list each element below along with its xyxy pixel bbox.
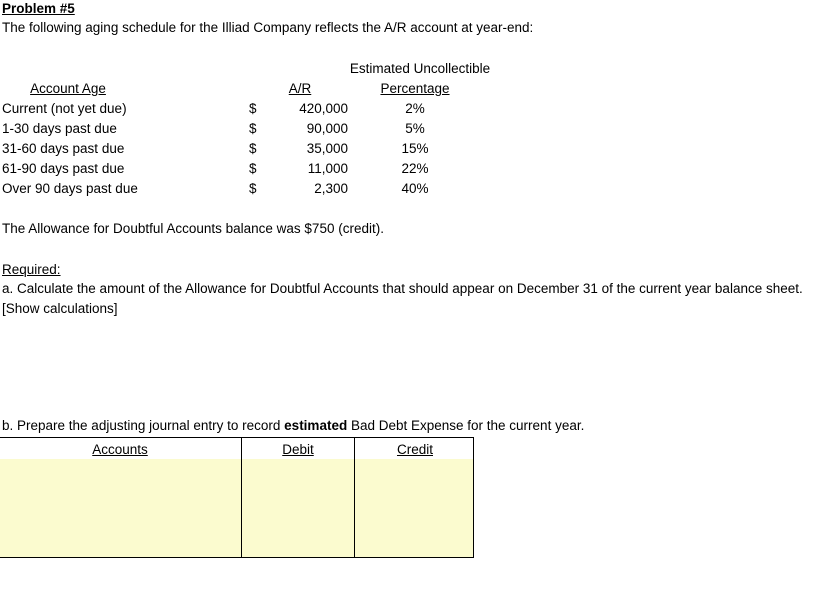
row-dollar: $ bbox=[249, 101, 257, 116]
debit-column-header: Debit bbox=[282, 442, 314, 457]
part-a-question: a. Calculate the amount of the Allowance for Doubtful Accounts that should appear on December 31 of the current year balance sheet. bbox=[2, 281, 803, 296]
allowance-note: The Allowance for Doubtful Accounts balance was $750 (credit). bbox=[2, 221, 384, 236]
row-age: 31-60 days past due bbox=[2, 141, 125, 156]
table-right-border bbox=[473, 437, 474, 558]
row-dollar: $ bbox=[249, 181, 257, 196]
part-b-emphasis: estimated bbox=[284, 418, 348, 433]
row-pct: 40% bbox=[401, 181, 429, 196]
debit-input-cell[interactable] bbox=[242, 459, 354, 557]
row-pct: 2% bbox=[405, 101, 425, 116]
row-dollar: $ bbox=[249, 141, 257, 156]
row-dollar: $ bbox=[249, 121, 257, 136]
row-age: 1-30 days past due bbox=[2, 121, 117, 136]
accounts-input-cell[interactable] bbox=[0, 459, 241, 557]
estimated-uncollectible-header: Estimated Uncollectible bbox=[349, 61, 491, 76]
credit-input-cell[interactable] bbox=[355, 459, 473, 557]
required-label: Required: bbox=[2, 262, 61, 277]
accounts-column-header: Accounts bbox=[92, 442, 148, 457]
row-age: Over 90 days past due bbox=[2, 181, 138, 196]
row-ar: 11,000 bbox=[307, 161, 348, 176]
table-top-border bbox=[0, 437, 474, 438]
table-bottom-border bbox=[0, 557, 474, 558]
row-pct: 15% bbox=[401, 141, 429, 156]
row-ar: 35,000 bbox=[306, 141, 348, 156]
row-age: Current (not yet due) bbox=[2, 101, 127, 116]
part-b-suffix: Bad Debt Expense for the current year. bbox=[347, 418, 585, 433]
row-dollar: $ bbox=[249, 161, 257, 176]
credit-column-header: Credit bbox=[396, 442, 433, 457]
part-b-question bbox=[2, 418, 584, 433]
row-ar: 90,000 bbox=[306, 121, 348, 136]
row-pct: 22% bbox=[401, 161, 429, 176]
row-ar: 420,000 bbox=[299, 101, 348, 116]
row-ar: 2,300 bbox=[314, 181, 348, 196]
problem-title: Problem #5 bbox=[2, 1, 75, 16]
account-age-header: Account Age bbox=[30, 81, 106, 96]
problem-intro: The following aging schedule for the Illiad Company reflects the A/R account at year-end: bbox=[2, 20, 534, 35]
ar-header: A/R bbox=[288, 81, 312, 96]
row-age: 61-90 days past due bbox=[2, 161, 125, 176]
part-b-prefix: b. Prepare the adjusting journal entry to record bbox=[2, 418, 285, 433]
percentage-header: Percentage bbox=[380, 81, 450, 96]
part-a-instruction: [Show calculations] bbox=[2, 301, 118, 316]
row-pct: 5% bbox=[405, 121, 425, 136]
